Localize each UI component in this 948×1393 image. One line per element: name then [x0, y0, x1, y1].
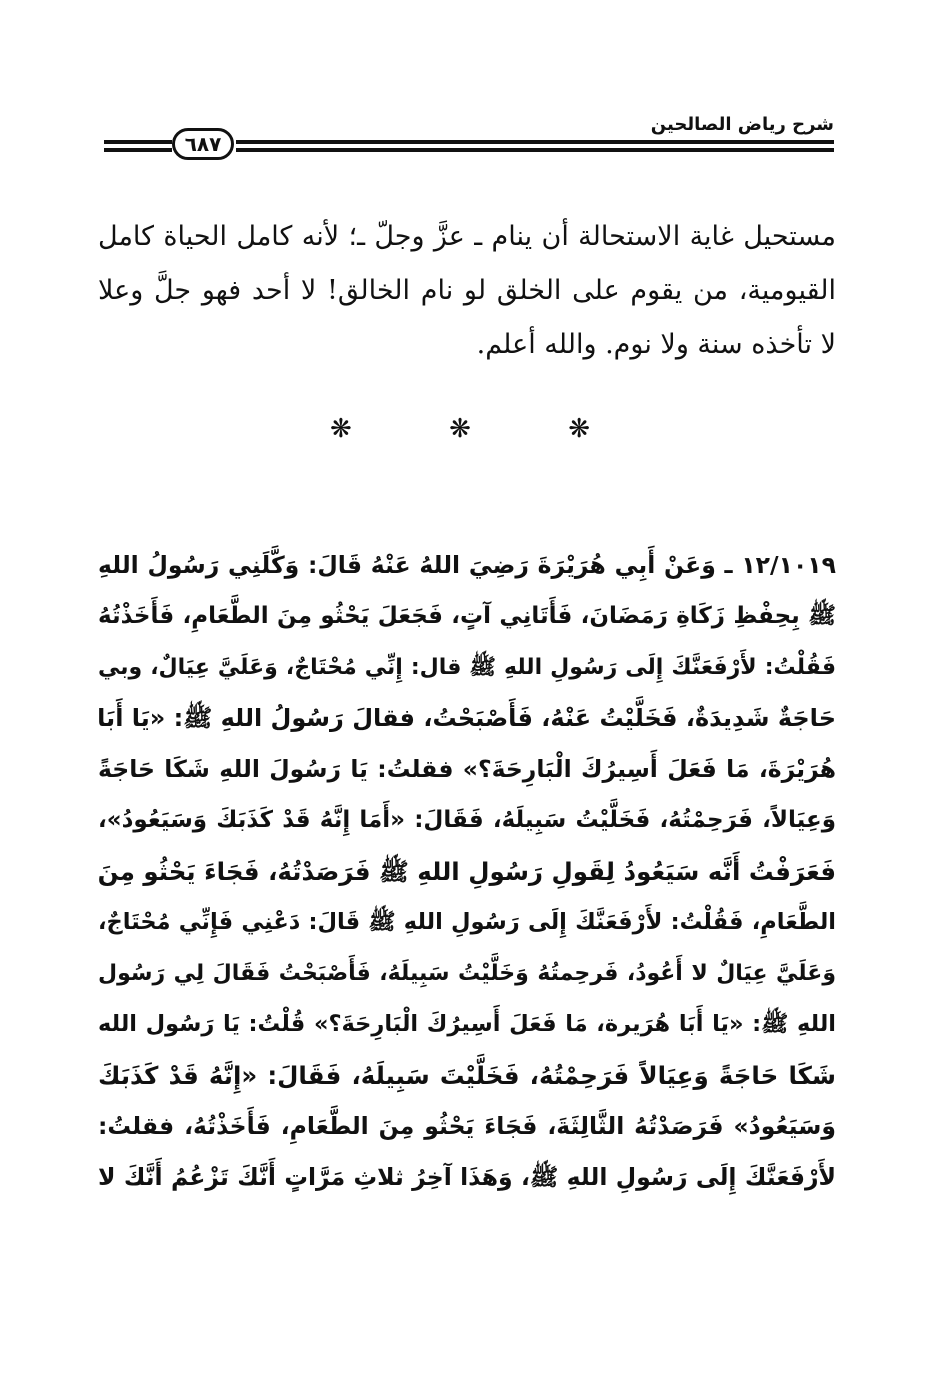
- header-rule: [236, 148, 834, 152]
- hadith-line: حَاجَةٌ شَدِيدَةٌ، فَخَلَّيْتُ عَنْهُ، فَأَصْبَحْتُ، فقالَ رَسُولُ اللهِ ﷺ: «يَا أَبَا: [97, 704, 836, 732]
- hadith-line: فَعَرَفْتُ أَنَّه سَيَعُودُ لِقَولِ رَسُولِ اللهِ ﷺ فَرَصَدْتُهُ، فَجَاءَ يَحْثُو مِنَ: [97, 857, 836, 886]
- header-rule: [104, 140, 172, 144]
- header-rule: [236, 140, 834, 144]
- header-rule: [104, 148, 172, 152]
- page-header: [104, 112, 834, 162]
- text-line: مستحيل غاية الاستحالة أن ينام ـ عزَّ وجلّ ـ؛ لأنه كامل الحياة كامل: [98, 221, 836, 252]
- intro-paragraph: [98, 210, 836, 372]
- hadith-line: وَعِيَالاً، فَرَحِمْتُهُ، فَخَلَّيْتُ سَبِيلَهُ، فَقَالَ: «أَمَا إِنَّهُ قَدْ كَذَبَكَ وَسَيَعُودُ»،: [98, 807, 836, 833]
- separator-star-icon: ❋: [449, 414, 471, 444]
- hadith-line: لأَرْفَعَنَّكَ إِلَى رَسُولِ اللهِ ﷺ، وَهَذَا آخِرُ ثلاثِ مَرَّاتٍ أَنَّكَ تَزْعُمُ أَنَّكَ لا: [98, 1163, 836, 1191]
- hadith-line: شَكَا حَاجَةً وَعِيَالاً فَرَحِمْتُهُ، فَخَلَّيْتَ سَبِيلَهُ، فَقَالَ: «إِنَّهُ قَدْ كَذَبَكَ: [98, 1061, 836, 1090]
- book-title: شرح رياض الصالحين: [650, 114, 834, 135]
- separator-star-icon: ❋: [330, 414, 352, 444]
- hadith-line: وَعَلَيَّ عِيَالٌ لا أَعُودُ، فَرحِمتُهُ وَخَلَّيْتُ سَبِيلَهُ، فَأَصْبَحْتُ فَقَالَ لِي رَسُول: [98, 961, 836, 986]
- section-separator: [330, 414, 590, 444]
- hadith-line: الطَّعَامِ، فَقُلْتُ: لأَرْفَعَنَّكَ إِلَى رَسُولِ اللهِ ﷺ قَالَ: دَعْنِي فَإِنِّي مُحْتَاجٌ،: [98, 909, 836, 935]
- hadith-line: فَقُلْتُ: لأَرْفَعَنَّكَ إِلَى رَسُولِ اللهِ ﷺ قال: إِنِّي مُحْتَاجٌ، وَعَلَيَّ عِيَالٌ، وبي: [98, 655, 836, 680]
- separator-star-icon: ❋: [568, 414, 590, 444]
- hadith-line: اللهِ ﷺ: «يَا أَبَا هُرَيرة، مَا فَعَلَ أَسِيرُكَ الْبَارِحَةَ؟» قُلْتُ: يَا رَسُول الله: [98, 1011, 836, 1037]
- hadith-line: هُرَيْرَةَ، مَا فَعَلَ أَسِيرُكَ الْبَارِحَةَ؟» فقلتُ: يَا رَسُولَ اللهِ شَكَا حَاجَةً: [98, 755, 836, 783]
- hadith-paragraph: [98, 540, 836, 1203]
- hadith-line: وَسَيَعُودُ» فَرَصَدْتُهُ الثَّالِثَةَ، فَجَاءَ يَحْثُو مِنَ الطَّعَامِ، فَأَخَذْتُهُ، فقلتُ:: [98, 1112, 836, 1140]
- text-line: القيومية، من يقوم على الخلق لو نام الخالق! لا أحد فهو جلَّ وعلا: [98, 275, 836, 306]
- text-line: لا تأخذه سنة ولا نوم. والله أعلم.: [476, 329, 836, 360]
- page-number: ٦٨٧: [172, 128, 234, 160]
- hadith-line: ﷺ بِحِفْظِ زَكَاةِ رَمَضَانَ، فَأَتَانِي آتٍ، فَجَعَلَ يَحْثُو مِنَ الطَّعَامِ، فَأَخَذْتُهُ: [98, 603, 836, 629]
- hadith-line: ١٢/١٠١٩ ـ وَعَنْ أَبِي هُرَيْرَةَ رَضِيَ اللهُ عَنْهُ قَالَ: وَكَّلَنِي رَسُولُ اللهِ: [98, 551, 836, 579]
